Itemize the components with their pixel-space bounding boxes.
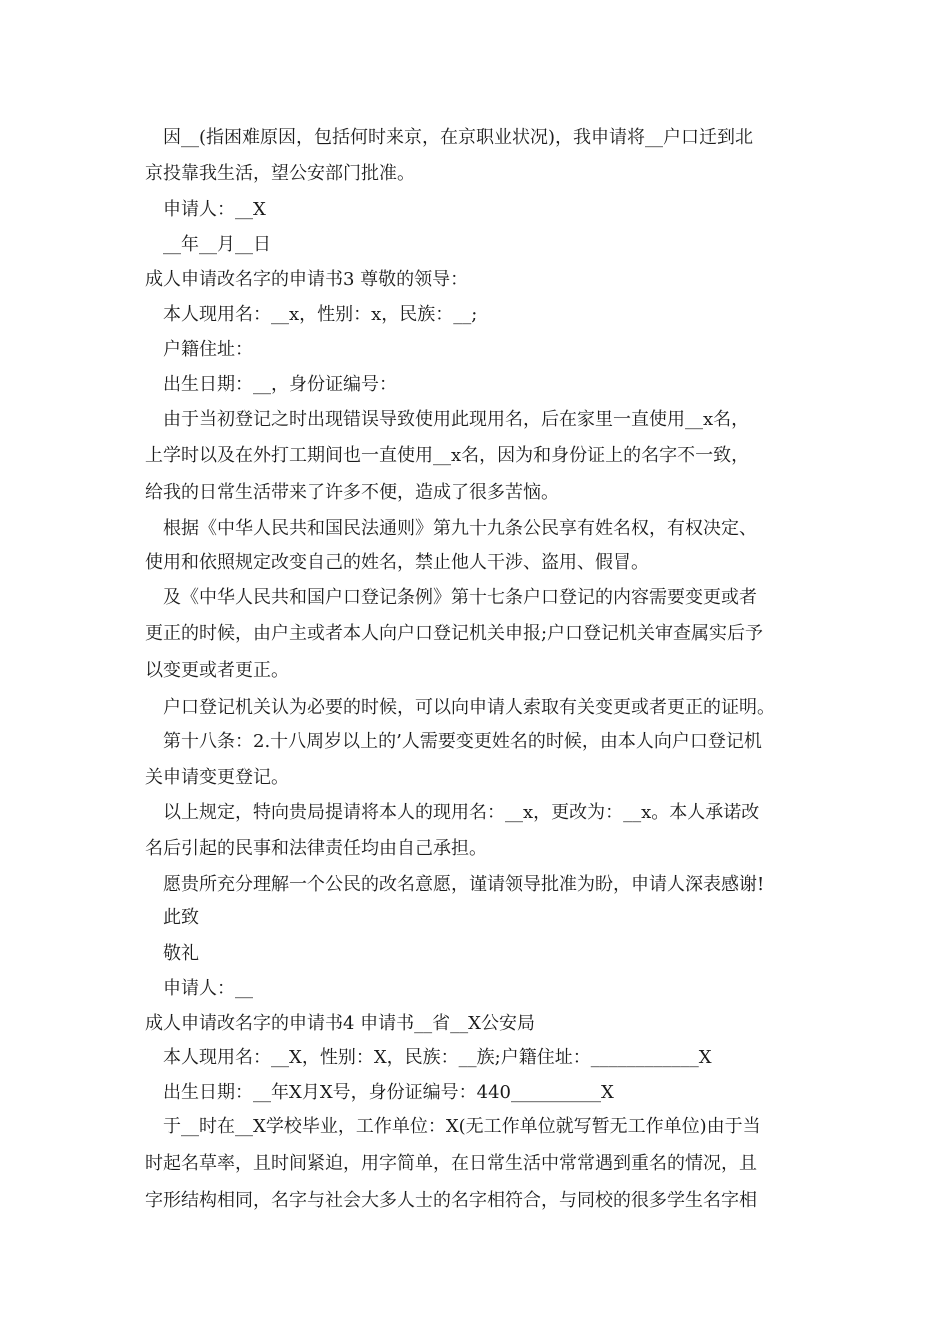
section-heading: 成人申请改名字的申请书3 尊敬的领导：	[145, 269, 469, 290]
paragraph-line: 使用和依照规定改变自己的姓名，禁止他人干涉、盗用、假冒。	[145, 552, 649, 573]
paragraph-line: 关申请变更登记。	[145, 767, 289, 788]
paragraph-line: 上学时以及在外打工期间也一直使用__x名，因为和身份证上的名字不一致，	[145, 445, 750, 466]
paragraph-line: 以上规定，特向贵局提请将本人的现用名：__x，更改为：__x。本人承诺改	[163, 802, 760, 823]
paragraph-line: 以变更或者更正。	[145, 660, 289, 681]
paragraph-line: 愿贵所充分理解一个公民的改名意愿，谨请领导批准为盼，申请人深表感谢!	[163, 874, 765, 895]
paragraph-line: 字形结构相同，名字与社会大多人士的名字相符合，与同校的很多学生名字相	[145, 1190, 757, 1211]
paragraph-line: 第十八条：2.十八周岁以上的’人需要变更姓名的时候，由本人向户口登记机	[163, 731, 762, 752]
paragraph-line: 本人现用名：__X，性别：X，民族：__族;户籍住址：____________X	[163, 1047, 712, 1068]
signature-line: 申请人：__X	[163, 199, 266, 220]
closing-line: 此致	[163, 907, 199, 928]
paragraph-line: 户籍住址：	[163, 339, 253, 360]
paragraph-line: 因__(指困难原因，包括何时来京，在京职业状况)，我申请将__户口迁到北	[163, 127, 754, 148]
date-line: __年__月__日	[163, 234, 271, 255]
paragraph-line: 由于当初登记之时出现错误导致使用此现用名，后在家里一直使用__x名，	[163, 409, 750, 430]
paragraph-line: 时起名草率，且时间紧迫，用字简单，在日常生活中常常遇到重名的情况，且	[145, 1153, 757, 1174]
paragraph-line: 名后引起的民事和法律责任均由自己承担。	[145, 838, 487, 859]
signature-line: 申请人：__	[163, 978, 253, 999]
paragraph-line: 京投靠我生活，望公安部门批准。	[145, 163, 415, 184]
section-heading: 成人申请改名字的申请书4 申请书__省__X公安局	[145, 1013, 535, 1034]
paragraph-line: 本人现用名：__x，性别：x，民族：__;	[163, 304, 478, 325]
closing-line: 敬礼	[163, 943, 199, 964]
paragraph-line: 及《中华人民共和国户口登记条例》第十七条户口登记的内容需要变更或者	[163, 587, 757, 608]
paragraph-line: 出生日期：__，身份证编号：	[163, 374, 397, 395]
paragraph-line: 户口登记机关认为必要的时候，可以向申请人索取有关变更或者更正的证明。	[163, 697, 775, 718]
paragraph-line: 出生日期：__年X月X号，身份证编号：440__________X	[163, 1082, 614, 1103]
paragraph-line: 根据《中华人民共和国民法通则》第九十九条公民享有姓名权，有权决定、	[163, 518, 757, 539]
paragraph-line: 更正的时候，由户主或者本人向户口登记机关申报;户口登记机关审查属实后予	[145, 623, 764, 644]
paragraph-line: 给我的日常生活带来了许多不便，造成了很多苦恼。	[145, 482, 559, 503]
paragraph-line: 于__时在__X学校毕业，工作单位：X(无工作单位就写暂无工作单位)由于当	[163, 1116, 761, 1137]
